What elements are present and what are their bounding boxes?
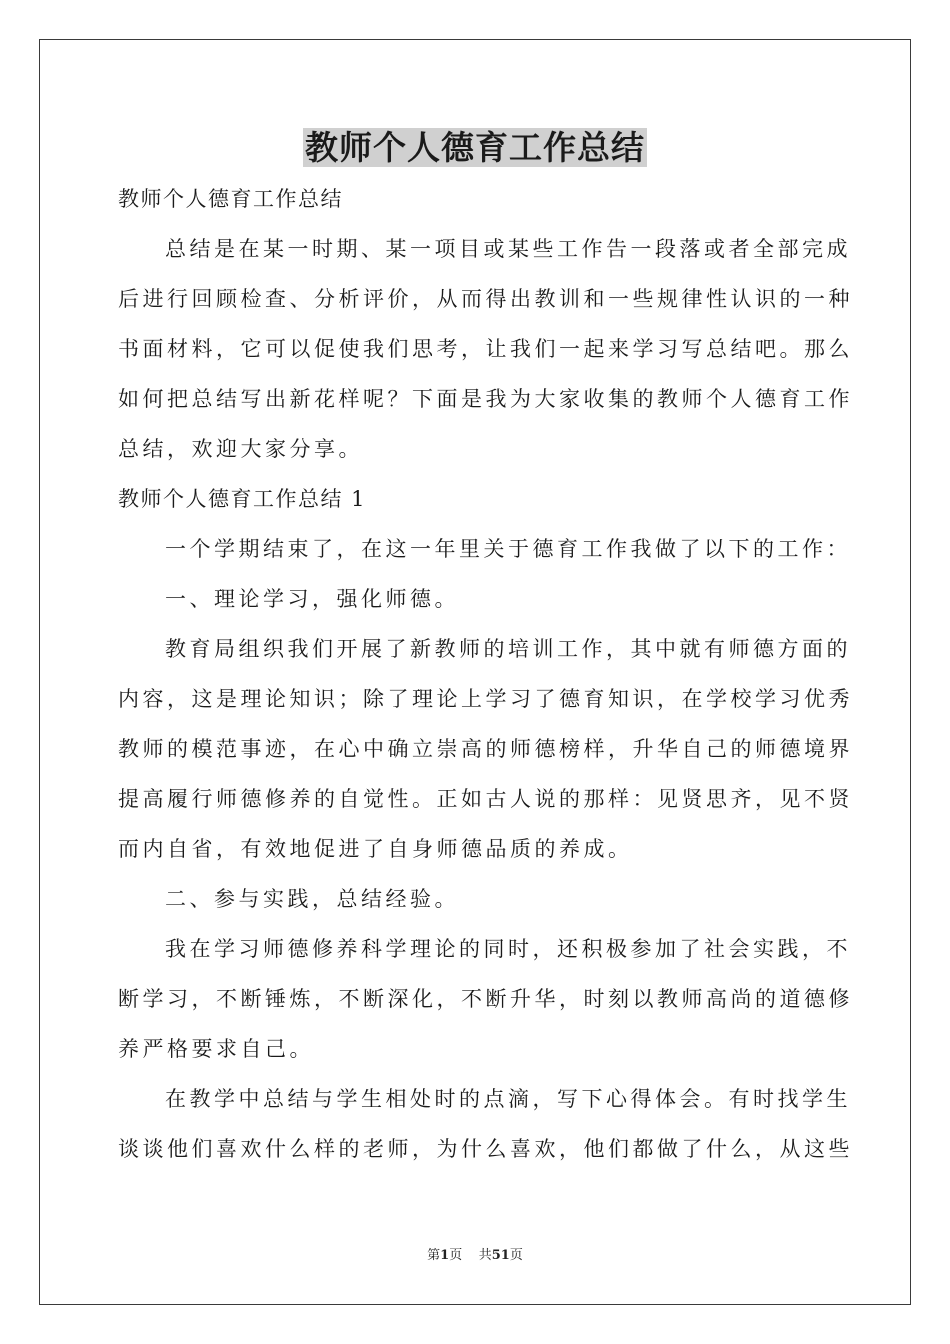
paragraph-line: 教育局组织我们开展了新教师的培训工作，其中就有师德方面的 xyxy=(165,637,851,661)
document-title xyxy=(0,124,950,172)
paragraph-line: 我在学习师德修养科学理论的同时，还积极参加了社会实践，不 xyxy=(165,937,851,961)
paragraph-line: 总结是在某一时期、某一项目或某些工作告一段落或者全部完成 xyxy=(165,237,851,261)
document-title-text: 教师个人德育工作总结 xyxy=(305,128,645,167)
page-border xyxy=(39,39,911,1305)
paragraph-line: 总结，欢迎大家分享。 xyxy=(118,437,363,461)
paragraph-line: 后进行回顾检查、分析评价，从而得出教训和一些规律性认识的一种 xyxy=(118,287,853,311)
total-page-count: 51 xyxy=(491,1248,510,1263)
footer-prefix: 第 xyxy=(427,1248,441,1263)
paragraph-line: 一个学期结束了，在这一年里关于德育工作我做了以下的工作： xyxy=(165,537,851,561)
paragraph-line: 养严格要求自己。 xyxy=(118,1037,314,1061)
section-heading: 教师个人德育工作总结 1 xyxy=(118,487,367,511)
footer-total-prefix: 共 xyxy=(478,1248,492,1263)
paragraph-line: 如何把总结写出新花样呢？下面是我为大家收集的教师个人德育工作 xyxy=(118,387,853,411)
document-subtitle: 教师个人德育工作总结 xyxy=(118,187,343,211)
subheading-line: 一、理论学习，强化师德。 xyxy=(165,587,459,611)
paragraph-line: 而内自省，有效地促进了自身师德品质的养成。 xyxy=(118,837,633,861)
paragraph-line: 断学习，不断锤炼，不断深化，不断升华，时刻以教师高尚的道德修 xyxy=(118,987,853,1011)
paragraph-line: 内容，这是理论知识；除了理论上学习了德育知识，在学校学习优秀 xyxy=(118,687,853,711)
paragraph-line: 书面材料，它可以促使我们思考，让我们一起来学习写总结吧。那么 xyxy=(118,337,853,361)
paragraph-line: 提高履行师德修养的自觉性。正如古人说的那样：见贤思齐，见不贤 xyxy=(118,787,853,811)
paragraph-line: 在教学中总结与学生相处时的点滴，写下心得体会。有时找学生 xyxy=(165,1087,851,1111)
current-page-number: 1 xyxy=(440,1248,450,1263)
footer-total-suffix: 页 xyxy=(509,1248,523,1263)
subheading-line: 二、参与实践，总结经验。 xyxy=(165,887,459,911)
page-footer xyxy=(0,1246,950,1266)
footer-page-suffix: 页 xyxy=(449,1248,463,1263)
paragraph-line: 教师的模范事迹，在心中确立崇高的师德榜样，升华自己的师德境界 xyxy=(118,737,853,761)
paragraph-line: 谈谈他们喜欢什么样的老师，为什么喜欢，他们都做了什么，从这些 xyxy=(118,1137,853,1161)
